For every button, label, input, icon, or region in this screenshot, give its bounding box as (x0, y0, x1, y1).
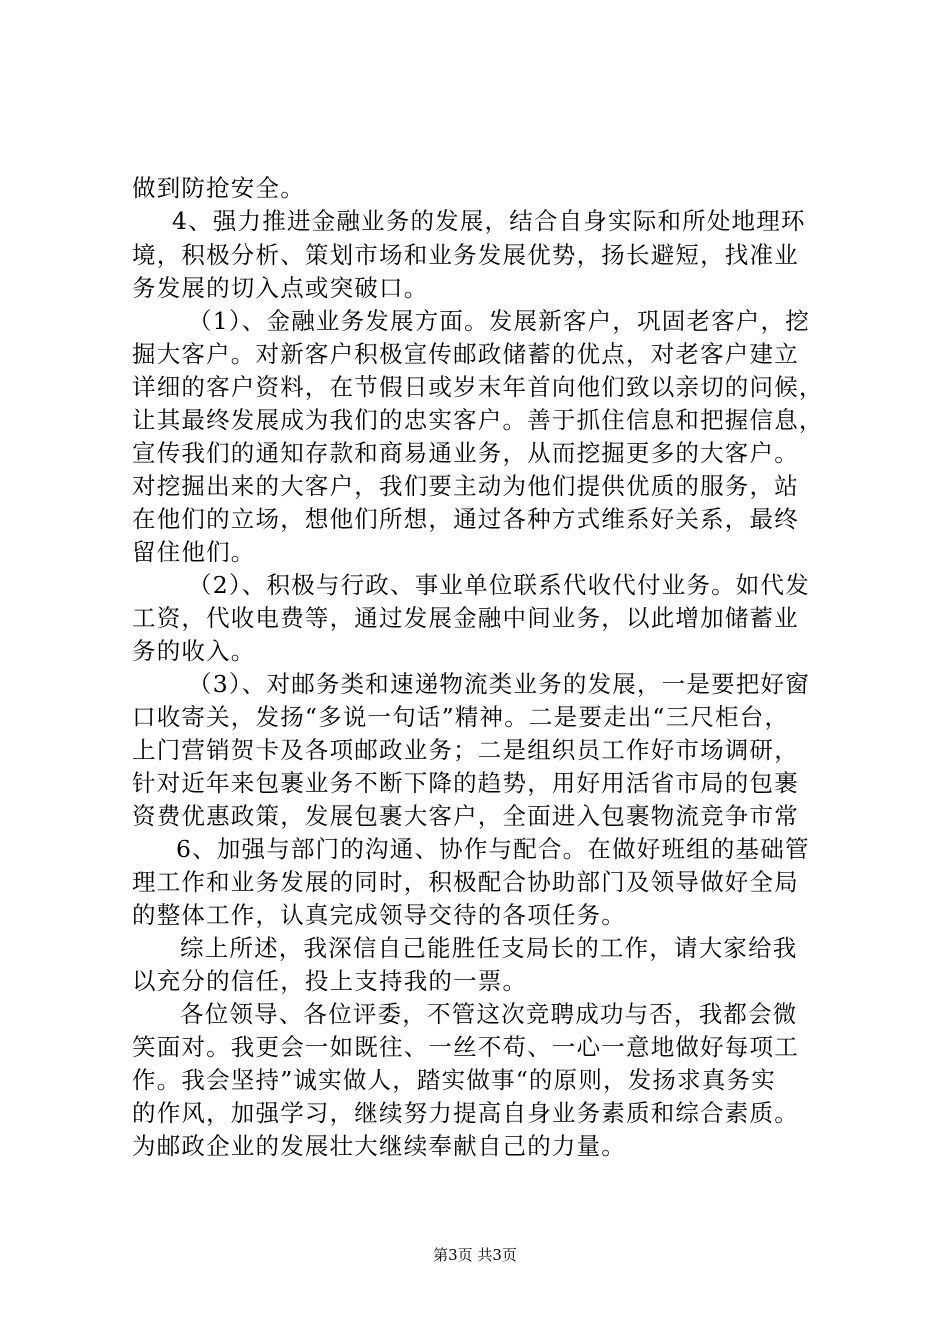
text-line-18: 上门营销贺卡及各项邮政业务；二是组织员工作好市场调研， (132, 736, 799, 764)
text-line-3: 境，积极分析、策划市场和业务发展优势，扬长避短，找准业 (132, 241, 799, 269)
text-line-5: （1）、金融业务发展方面。发展新客户，巩固老客户，挖 (188, 307, 810, 335)
text-line-11: 在他们的立场，想他们所想，通过各种方式维系好关系，最终 (132, 505, 799, 533)
text-line-23: 的整体工作，认真完成领导交待的各项任务。 (132, 901, 626, 929)
text-line-28: 作。我会坚持”诚实做人，踏实做事“的原则，发扬求真务实 (132, 1066, 776, 1094)
text-line-20: 资费优惠政策，发展包裹大客户，全面进入包裹物流竞争市常 (132, 802, 799, 830)
text-line-6: 掘大客户。对新客户积极宣传邮政储蓄的优点，对老客户建立 (132, 340, 799, 368)
text-line-30: 为邮政企业的发展壮大继续奉献自己的力量。 (132, 1132, 626, 1160)
text-line-8: 让其最终发展成为我们的忠实客户。善于抓住信息和把握信息， (132, 406, 824, 434)
text-line-27: 笑面对。我更会一如既往、一丝不苟、一心一意地做好每项工 (132, 1033, 799, 1061)
text-line-17: 口收寄关，发扬“多说一句话”精神。二是要走出“三尺柜台， (132, 703, 790, 731)
text-line-7: 详细的客户资料，在节假日或岁末年首向他们致以亲切的问候， (132, 373, 824, 401)
text-line-21: 6、加强与部门的沟通、协作与配合。在做好班组的基础管 (176, 835, 810, 863)
text-line-22: 理工作和业务发展的同时，积极配合协助部门及领导做好全局 (132, 868, 799, 896)
text-line-26: 各位领导、各位评委，不管这次竞聘成功与否，我都会微 (180, 1000, 798, 1028)
text-line-25: 以充分的信任，投上支持我的一票。 (132, 967, 528, 995)
page-number-footer: 第3页 共3页 (433, 1246, 517, 1264)
text-line-9: 宣传我们的通知存款和商易通业务，从而挖掘更多的大客户。 (132, 439, 799, 467)
text-line-12: 留住他们。 (132, 538, 256, 566)
text-line-2: 4、强力推进金融业务的发展，结合自身实际和所处地理环 (172, 207, 806, 235)
text-line-29: 的作风，加强学习，继续努力提高自身业务素质和综合素质。 (132, 1099, 799, 1127)
text-line-10: 对挖掘出来的大客户，我们要主动为他们提供优质的服务，站 (132, 472, 799, 500)
text-line-16: （3）、对邮务类和速递物流类业务的发展，一是要把好窗 (188, 670, 810, 698)
text-line-14: 工资，代收电费等，通过发展金融中间业务，以此增加储蓄业 (132, 604, 799, 632)
text-line-19: 针对近年来包裹业务不断下降的趋势，用好用活省市局的包裹 (132, 769, 799, 797)
text-line-13: （2）、积极与行政、事业单位联系代收代付业务。如代发 (188, 571, 810, 599)
text-line-4: 务发展的切入点或突破口。 (132, 274, 429, 302)
text-line-15: 务的收入。 (132, 637, 256, 665)
text-line-24: 综上所述，我深信自己能胜任支局长的工作，请大家给我 (180, 934, 798, 962)
text-line-1: 做到防抢安全。 (132, 174, 305, 202)
